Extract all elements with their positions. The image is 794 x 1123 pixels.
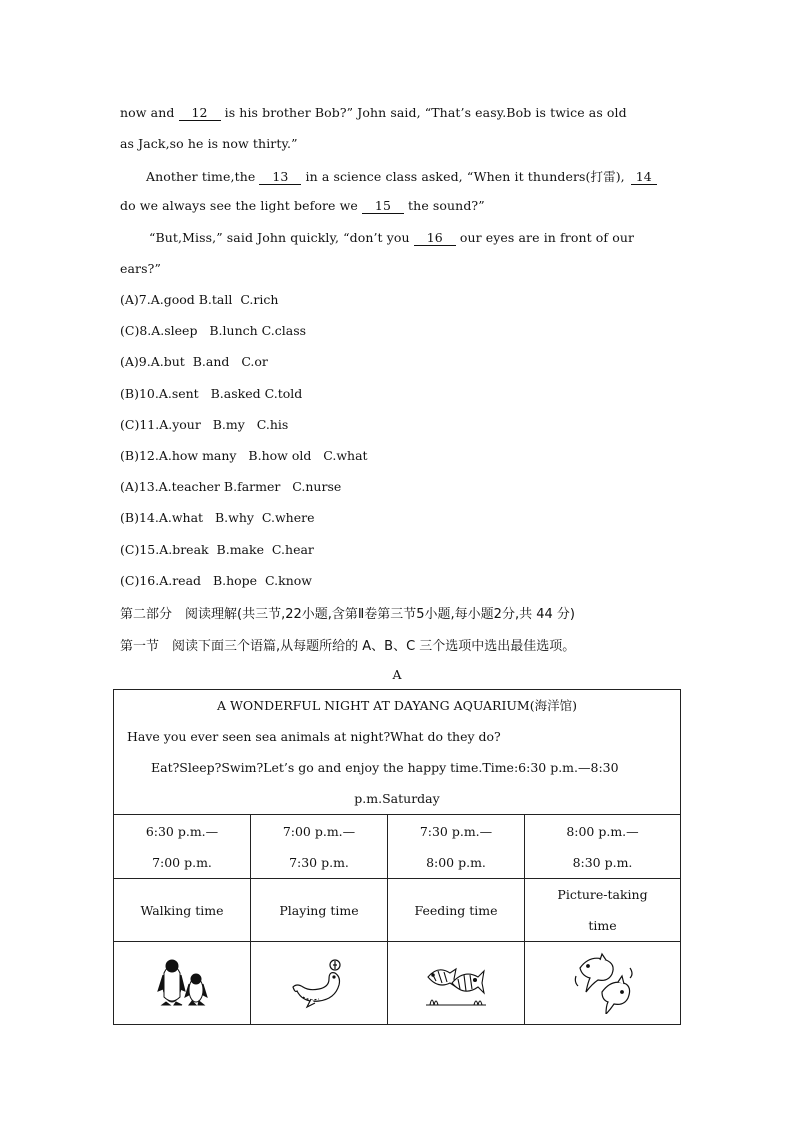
- blank-16: 16: [414, 231, 456, 246]
- activity-picture-taking: [525, 879, 681, 942]
- time-end: 8:00 p.m.: [426, 854, 486, 870]
- notice-line-1: Have you ever seen sea animals at night?What do they do?: [127, 729, 501, 744]
- notice-line-2: Eat?Sleep?Swim?Let’s go and enjoy the happy time.Time:6:30 p.m.—8:30: [151, 760, 619, 775]
- option-8: (C)8.A.sleep B.lunch C.class: [120, 323, 307, 338]
- picture-fish: [388, 942, 525, 1025]
- activity-label-2: time: [588, 918, 617, 933]
- blank-13: 13: [259, 170, 301, 185]
- activity-feeding: [388, 879, 525, 942]
- text: the sound?”: [403, 198, 485, 213]
- option-7: (A)7.A.good B.tall C.rich: [120, 292, 279, 307]
- text: Another time,the: [146, 169, 260, 184]
- dolphins-icon: [572, 952, 634, 1014]
- activity-playing: [251, 879, 388, 942]
- picture-seal: [251, 942, 388, 1025]
- text: now and: [120, 105, 179, 120]
- part-heading: 第二部分 阅读理解(共三节,22小题,含第Ⅱ卷第三节5小题,每小题2分,共 44 分): [120, 607, 575, 622]
- section-heading: 第一节 阅读下面三个语篇,从每题所给的 A、B、C 三个选项中选出最佳选项。: [120, 639, 576, 654]
- time-end: 8:30 p.m.: [572, 854, 633, 870]
- option-15: (C)15.A.break B.make C.hear: [120, 542, 314, 557]
- activity-label: Feeding time: [414, 902, 498, 918]
- text: our eyes are in front of our: [455, 230, 635, 245]
- time-slot-1: [114, 815, 251, 879]
- option-10: (B)10.A.sent B.asked C.told: [120, 386, 303, 401]
- passage-line-6: ears?”: [120, 261, 161, 276]
- blank-14: 14: [631, 170, 657, 185]
- activity-label: Playing time: [279, 902, 359, 918]
- time-slot-2: [251, 815, 388, 879]
- fish-icon: [424, 957, 488, 1009]
- penguins-icon: [152, 957, 212, 1009]
- passage-line-1: [120, 105, 627, 121]
- time-start: 8:00 p.m.—: [566, 823, 639, 839]
- option-13: (A)13.A.teacher B.farmer C.nurse: [120, 479, 342, 494]
- time-slot-4: [525, 815, 681, 879]
- time-start: 7:30 p.m.—: [419, 823, 493, 839]
- text: is his brother Bob?” John said, “That’s easy.Bob is twice as old: [220, 105, 627, 120]
- time-start: 6:30 p.m.—: [145, 823, 219, 839]
- blank-15: 15: [362, 199, 404, 214]
- notice-title: A WONDERFUL NIGHT AT DAYANG AQUARIUM(海洋馆): [217, 698, 577, 713]
- aquarium-notice-table: [113, 689, 681, 1025]
- text: do we always see the light before we: [120, 198, 362, 213]
- text: “But,Miss,” said John quickly, “don’t you: [149, 230, 414, 245]
- passage-line-5: [149, 230, 634, 246]
- picture-penguins: [114, 942, 251, 1025]
- time-slot-3: [388, 815, 525, 879]
- passage-line-2: as Jack,so he is now thirty.”: [120, 136, 298, 151]
- option-9: (A)9.A.but B.and C.or: [120, 354, 268, 369]
- time-end: 7:30 p.m.: [289, 854, 349, 870]
- activity-label: Picture-taking: [557, 887, 648, 902]
- blank-12: 12: [179, 106, 221, 121]
- option-11: (C)11.A.your B.my C.his: [120, 417, 289, 432]
- seal-icon: [289, 957, 349, 1009]
- text: in a science class asked, “When it thunders(打雷),: [301, 169, 625, 184]
- option-14: (B)14.A.what B.why C.where: [120, 510, 315, 525]
- picture-dolphins: [525, 942, 681, 1025]
- passage-line-3: [146, 167, 657, 185]
- notice-line-3: p.m.Saturday: [354, 791, 440, 806]
- passage-label: A: [392, 667, 402, 682]
- time-end: 7:00 p.m.: [152, 854, 212, 870]
- option-16: (C)16.A.read B.hope C.know: [120, 573, 312, 588]
- notice-header: [114, 690, 681, 815]
- time-start: 7:00 p.m.—: [282, 823, 356, 839]
- passage-line-4: [120, 198, 485, 214]
- activity-label: Walking time: [140, 902, 224, 918]
- activity-walking: [114, 879, 251, 942]
- option-12: (B)12.A.how many B.how old C.what: [120, 448, 368, 463]
